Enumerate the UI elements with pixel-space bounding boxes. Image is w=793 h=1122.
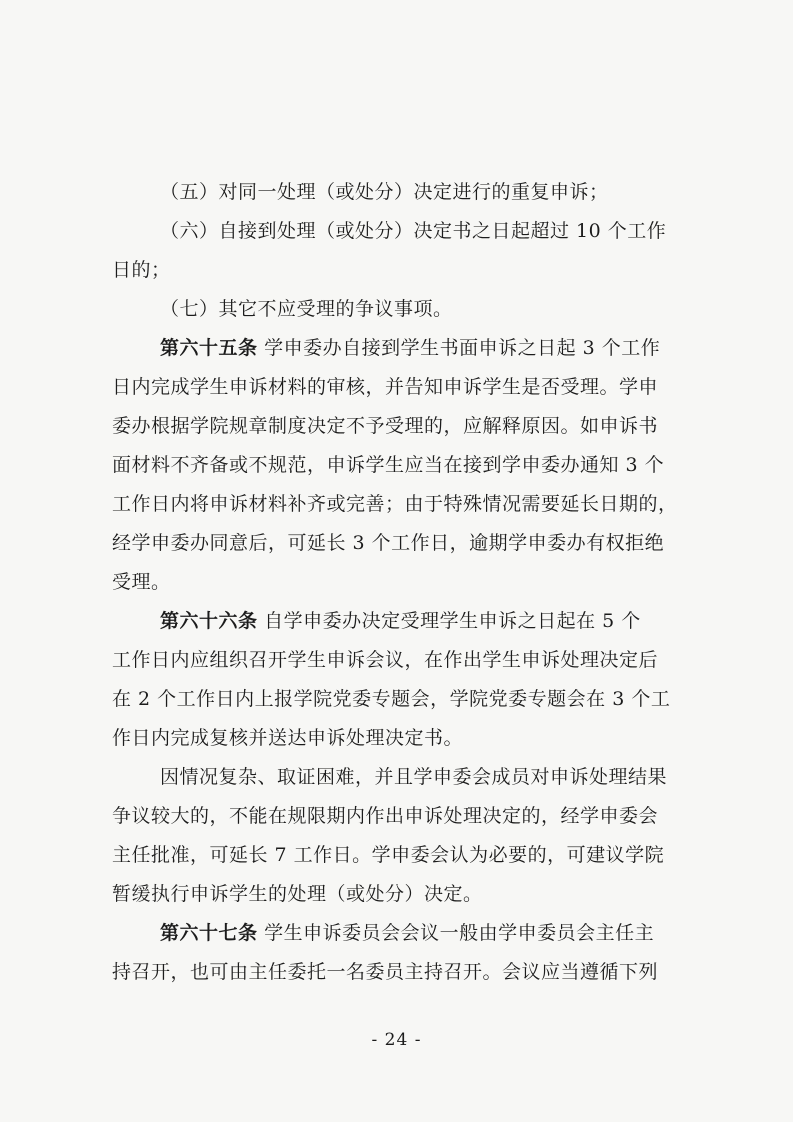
page-number: - 24 - — [371, 1030, 422, 1050]
item-5: （五）对同一处理（或处分）决定进行的重复申诉； — [160, 181, 609, 203]
article-66-text-1: 自学申委办决定受理学生申诉之日起在 5 个 — [264, 610, 641, 632]
item-6-line-1: （六）自接到处理（或处分）决定书之日起超过 10 个工作 — [160, 220, 667, 242]
article-65-line-5: 工作日内将申诉材料补齐或完善；由于特殊情况需要延长日期的， — [112, 493, 678, 515]
paragraph-line-2: 争议较大的，不能在规限期内作出申诉处理决定的，经学申委会 — [112, 805, 659, 827]
article-65-line-1 — [160, 336, 660, 360]
article-66-line-4: 作日内完成复核并送达申诉处理决定书。 — [112, 727, 464, 749]
article-66-line-3: 在 2 个工作日内上报学院党委专题会，学院党委专题会在 3 个工 — [112, 688, 671, 710]
paragraph-line-1: 因情况复杂、取证困难，并且学申委会成员对申诉处理结果 — [160, 766, 668, 788]
article-65-line-7: 受理。 — [112, 571, 171, 593]
article-67-heading: 第六十七条 — [160, 922, 258, 944]
article-65-heading: 第六十五条 — [160, 337, 258, 359]
article-67-line-1 — [160, 921, 654, 945]
article-65-line-6: 经学申委办同意后，可延长 3 个工作日，逾期学申委办有权拒绝 — [112, 532, 665, 554]
item-6-line-2: 日的； — [112, 259, 171, 281]
article-66-line-1 — [160, 609, 641, 633]
article-65-line-2: 日内完成学生申诉材料的审核，并告知申诉学生是否受理。学申 — [112, 376, 659, 398]
paragraph-line-4: 暂缓执行申诉学生的处理（或处分）决定。 — [112, 883, 483, 905]
article-65-line-3: 委办根据学院规章制度决定不予受理的，应解释原因。如申诉书 — [112, 415, 659, 437]
item-7: （七）其它不应受理的争议事项。 — [160, 298, 453, 320]
article-67-line-2: 持召开，也可由主任委托一名委员主持召开。会议应当遵循下列 — [112, 961, 659, 983]
article-65-text-1: 学申委办自接到学生书面申诉之日起 3 个工作 — [264, 337, 661, 359]
paragraph-line-3: 主任批准，可延长 7 工作日。学申委会认为必要的，可建议学院 — [112, 844, 665, 866]
article-67-text-1: 学生申诉委员会会议一般由学申委员会主任主 — [264, 922, 655, 944]
article-66-heading: 第六十六条 — [160, 610, 258, 632]
article-66-line-2: 工作日内应组织召开学生申诉会议，在作出学生申诉处理决定后 — [112, 649, 659, 671]
article-65-line-4: 面材料不齐备或不规范，申诉学生应当在接到学申委办通知 3 个 — [112, 454, 665, 476]
